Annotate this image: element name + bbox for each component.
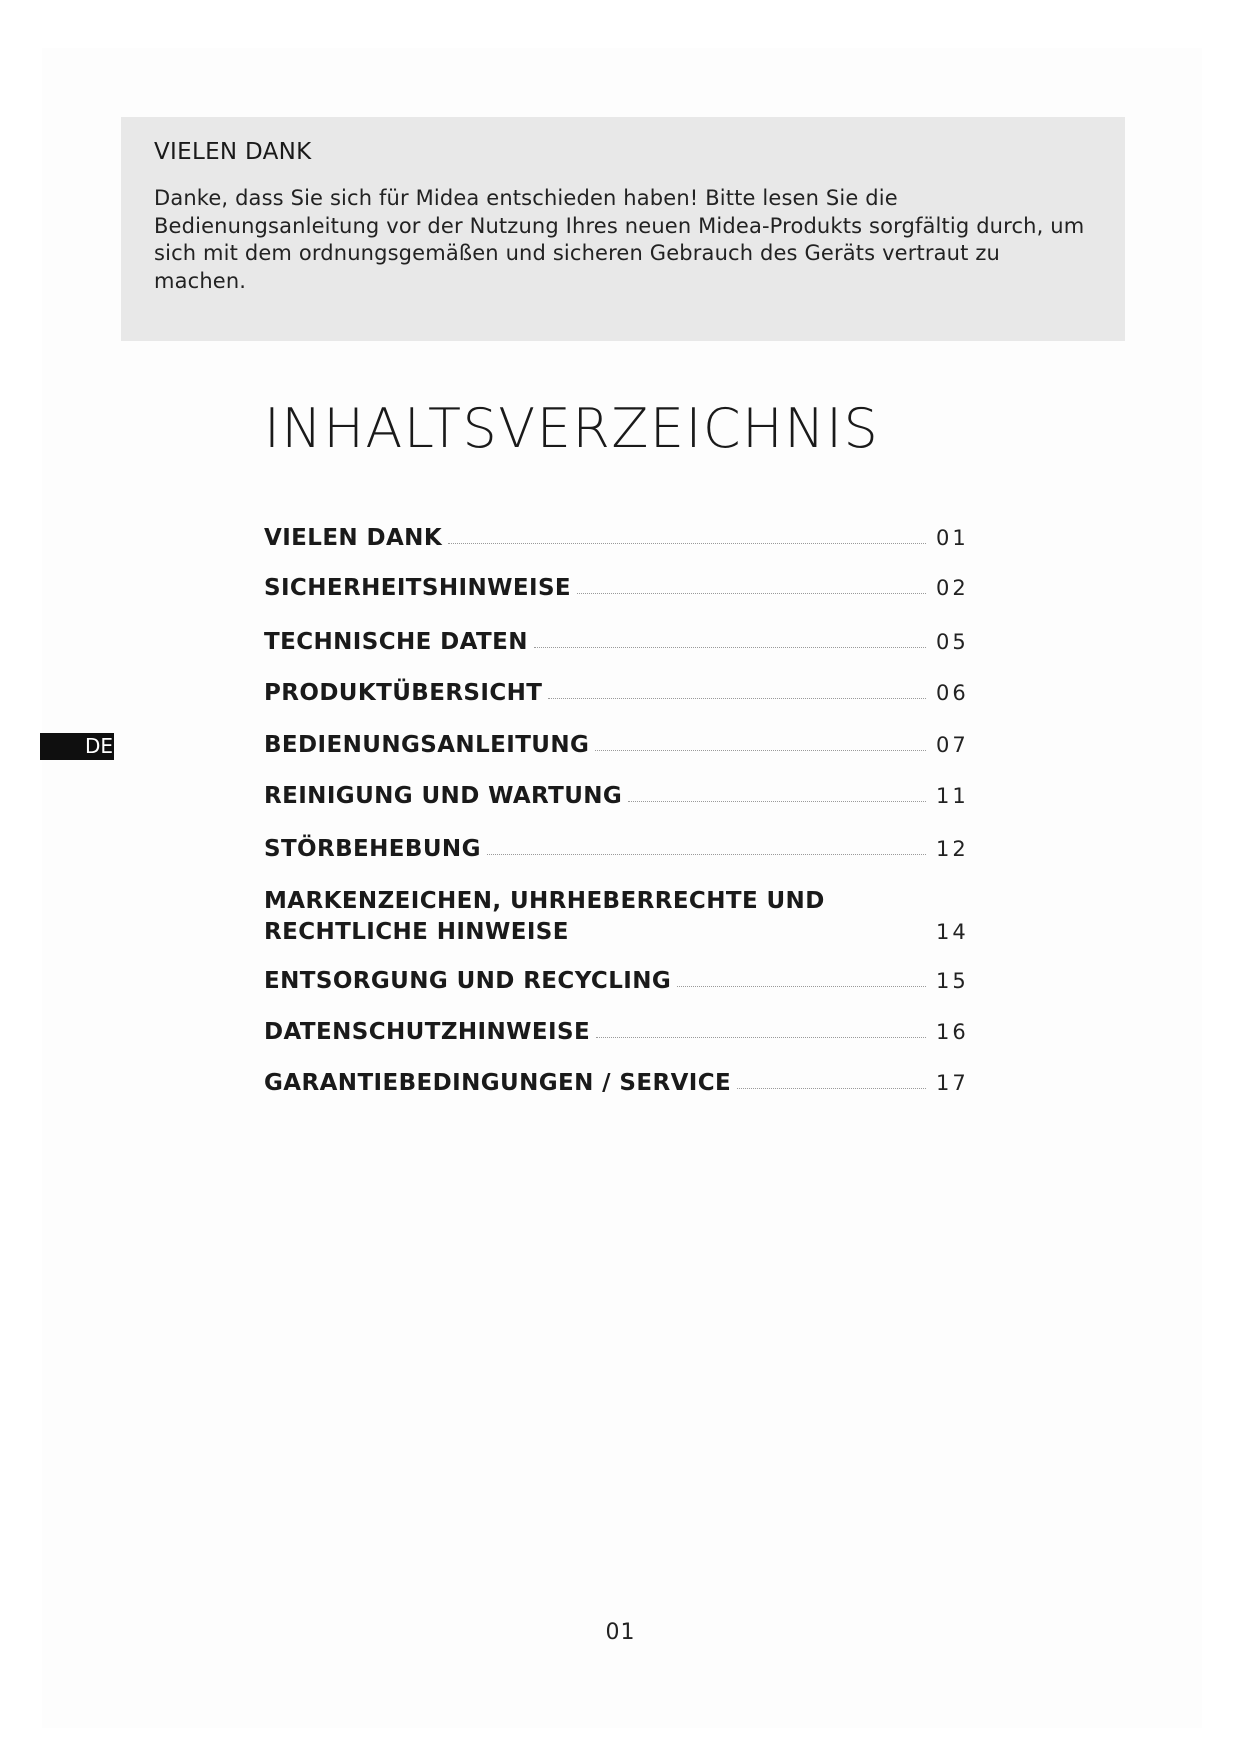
- toc-entry-page: 06: [936, 681, 969, 705]
- toc-leader-dots: [677, 985, 926, 987]
- toc-entry-page: 12: [936, 837, 969, 861]
- thanks-box: [121, 117, 1125, 341]
- toc-entry-markenzeichen[interactable]: [264, 886, 976, 948]
- toc-leader-dots: [596, 1036, 926, 1038]
- toc-leader-dots: [595, 749, 926, 751]
- toc-entry-technische-daten[interactable]: [264, 627, 976, 658]
- toc-entry-label: DATENSCHUTZHINWEISE: [264, 1019, 591, 1045]
- toc-title: INHALTSVERZEICHNIS: [264, 397, 880, 460]
- toc-entry-label: PRODUKTÜBERSICHT: [264, 680, 543, 706]
- toc-entry-page: 15: [936, 969, 969, 993]
- toc-leader-dots: [577, 592, 926, 594]
- toc-entry-garantiebedingungen-service[interactable]: [264, 1068, 976, 1099]
- page-number: 01: [605, 1620, 636, 1645]
- toc-entry-label: GARANTIEBEDINGUNGEN / SERVICE: [264, 1070, 732, 1096]
- toc-leader-dots: [487, 853, 926, 855]
- toc-entry-stoerbehebung[interactable]: [264, 834, 976, 865]
- toc-entry-label: MARKENZEICHEN, UHRHEBERRECHTE UND RECHTLICHE HINWEISE: [264, 888, 825, 945]
- toc-leader-dots: [737, 1087, 926, 1089]
- toc-entry-sicherheitshinweise[interactable]: [264, 573, 976, 604]
- toc-entry-page: 11: [936, 784, 969, 808]
- toc-entry-entsorgung-und-recycling[interactable]: [264, 966, 976, 997]
- toc-entry-page: 02: [936, 576, 969, 600]
- toc-entry-page: 14: [936, 920, 969, 944]
- toc-entry-page: 05: [936, 630, 969, 654]
- toc-entry-vielen-dank[interactable]: [264, 523, 976, 554]
- toc-entry-label: VIELEN DANK: [264, 525, 443, 551]
- toc-entry-bedienungsanleitung[interactable]: [264, 730, 976, 761]
- toc-entry-page: 17: [936, 1071, 969, 1095]
- toc-leader-dots: [448, 542, 926, 544]
- toc-leader-dots: [548, 697, 926, 699]
- toc-entry-label: REINIGUNG UND WARTUNG: [264, 783, 623, 809]
- toc-entry-reinigung-und-wartung[interactable]: [264, 781, 976, 812]
- toc-entry-label: BEDIENUNGSANLEITUNG: [264, 732, 590, 758]
- thanks-title: VIELEN DANK: [154, 139, 312, 165]
- toc-entry-page: 16: [936, 1020, 969, 1044]
- toc-entry-produktuebersicht[interactable]: [264, 678, 976, 709]
- toc-entry-page: 07: [936, 733, 969, 757]
- thanks-body: Danke, dass Sie sich für Midea entschieden haben! Bitte lesen Sie die Bedienungsanleitung vor der Nutzung Ihres neuen Midea-Produkts sorgfältig durch, um sich mit dem ordnungsgemäßen und sicheren Gebrauch des Geräts vertraut zu machen.: [154, 186, 1085, 293]
- toc-entry-page: 01: [936, 526, 969, 550]
- toc-leader-dots: [628, 800, 926, 802]
- language-tab: DE: [40, 733, 114, 760]
- toc-entry-label: STÖRBEHEBUNG: [264, 836, 481, 862]
- toc-leader-dots: [534, 646, 926, 648]
- toc-entry-label: TECHNISCHE DATEN: [264, 629, 528, 655]
- toc-entry-label: ENTSORGUNG UND RECYCLING: [264, 968, 672, 994]
- toc-entry-label: SICHERHEITSHINWEISE: [264, 575, 572, 601]
- toc-entry-datenschutzhinweise[interactable]: [264, 1017, 976, 1048]
